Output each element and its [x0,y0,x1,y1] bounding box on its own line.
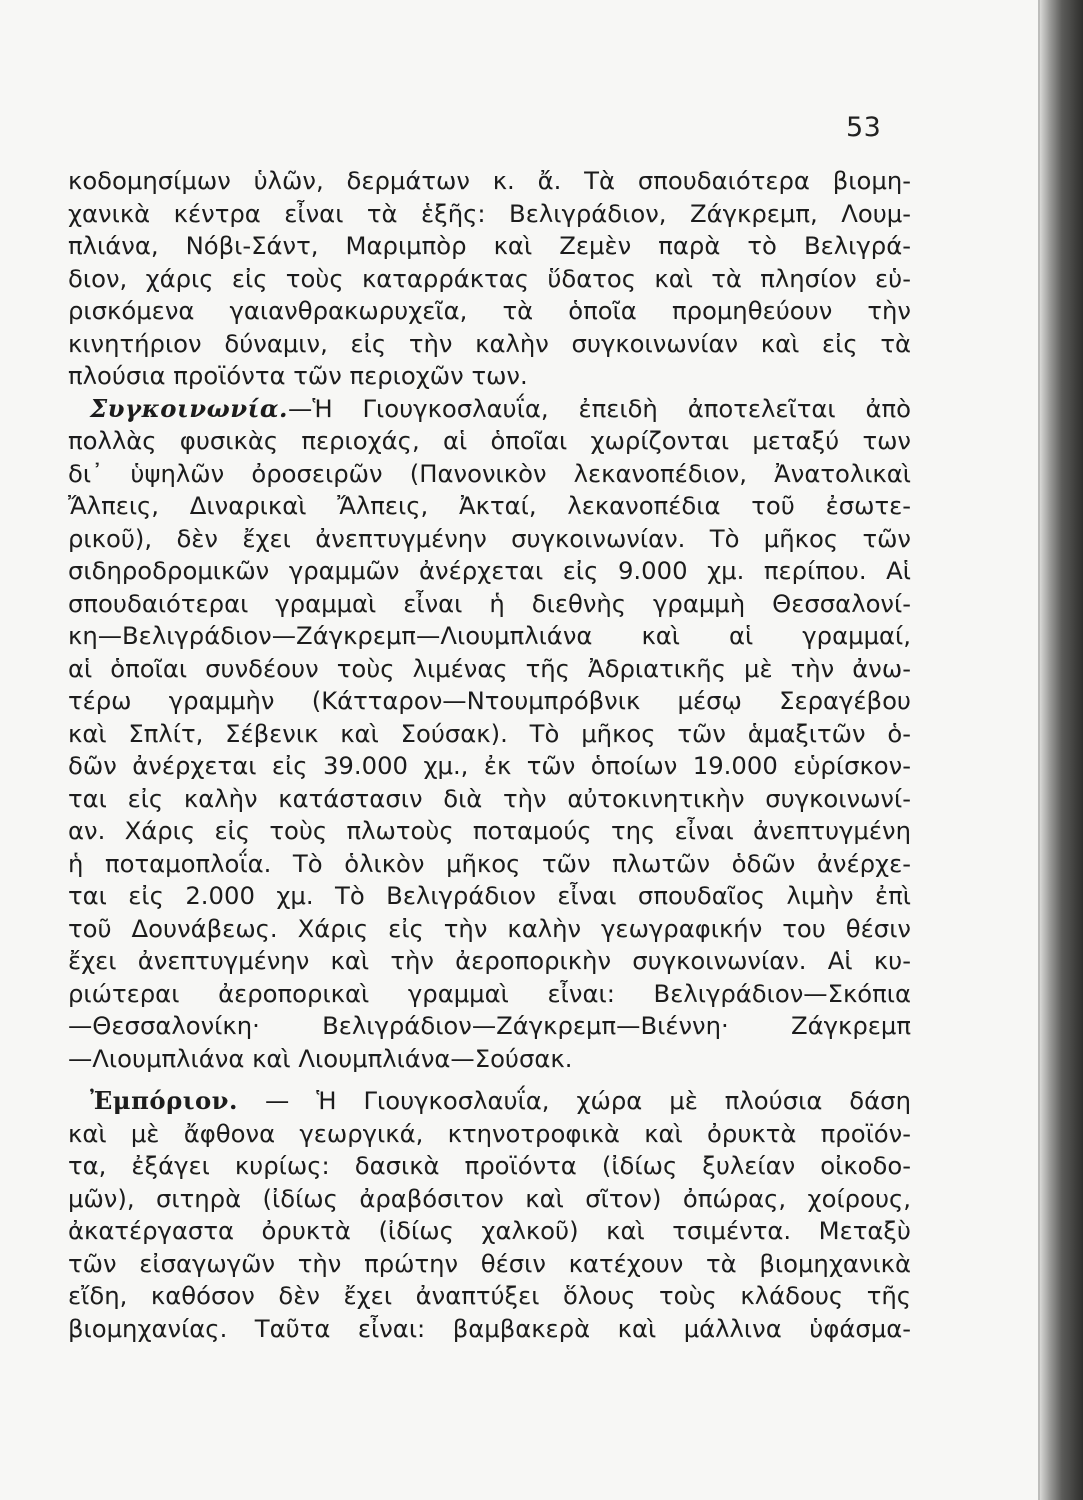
section-heading-trade: Ἐμπόριον. [90,1086,239,1115]
paragraph-first-line [68,393,911,426]
text-line: τα, ἐξάγει κυρίως: δασικὰ προϊόντα (ἰδίως ξυλείαν οἰκοδο- [68,1151,911,1180]
text-line: ται εἰς καλὴν κατάστασιν διὰ τὴν αὐτοκινητικὴν συγκοινωνί- [68,783,911,813]
text-line: —Λιουμπλιάνα καὶ Λιουμπλιάνα—Σούσακ. [68,1043,573,1073]
text-line: τῶν εἰσαγωγῶν τὴν πρώτην θέσιν κατέχουν τὰ βιομηχανικὰ [68,1248,911,1278]
text-line: τέρω γραμμὴν (Κάτταρον—Ντουμπρόβνικ μέσῳ Σεραγέβου [68,686,911,715]
text-line: πλούσια προϊόντα τῶν περιοχῶν των. [68,361,528,390]
text-line: ἀκατέργαστα ὀρυκτὰ (ἰδίως χαλκοῦ) καὶ τσιμέντα. Μεταξὺ [68,1216,911,1245]
text-line: κινητήριον δύναμιν, εἰς τὴν καλὴν συγκοινωνίαν καὶ εἰς τὰ [68,328,911,358]
paragraph-first-line [68,1085,911,1118]
paragraph-communications [68,393,911,1076]
text-line: αν. Χάρις εἰς τοὺς πλωτοὺς ποταμούς της εἶναι ἀνεπτυγμένη [68,816,911,845]
text-line: εἴδη, καθόσον δὲν ἔχει ἀναπτύξει ὅλους τοὺς κλάδους τῆς [68,1281,911,1310]
text-line: Ἄλπεις, Διναρικαὶ Ἄλπεις, Ἀκταί, λεκανοπέδια τοῦ ἐσωτε- [68,491,911,520]
text-line: καὶ Σπλίτ, Σέβενικ καὶ Σούσακ). Τὸ μῆκος τῶν ἁμαξιτῶν ὁ- [68,718,911,748]
text-line: κοδομησίμων ὑλῶν, δερμάτων κ. ἄ. Τὰ σπουδαιότερα βιομη- [68,166,911,195]
paragraph-trade [68,1085,911,1345]
text-line: ρικοῦ), δὲν ἔχει ἀνεπτυγμένην συγκοινωνίαν. Τὸ μῆκος τῶν [68,523,911,553]
text-line: ται εἰς 2.000 χμ. Τὸ Βελιγράδιον εἶναι σπουδαῖος λιμὴν ἐπὶ [68,881,911,910]
text-run: — Ἡ Γιουγκοσλαυΐα, χώρα μὲ πλούσια δάση [238,1086,911,1115]
text-line: χανικὰ κέντρα εἶναι τὰ ἑξῆς: Βελιγράδιον, Ζάγκρεμπ, Λουμ- [68,198,911,228]
section-heading-communications: Συγκοινωνία. [90,393,289,423]
text-line: πολλὰς φυσικὰς περιοχάς, αἱ ὁποῖαι χωρίζονται μεταξύ των [68,426,911,455]
text-line: δῶν ἀνέρχεται εἰς 39.000 χμ., ἐκ τῶν ὁποίων 19.000 εὑρίσκον- [68,751,911,780]
text-line: σιδηροδρομικῶν γραμμῶν ἀνέρχεται εἰς 9.000 χμ. περίπου. Αἱ [68,556,911,585]
page-number: 53 [846,112,882,143]
text-line: κη—Βελιγράδιον—Ζάγκρεμπ—Λιουμπλιάνα καὶ αἱ γραμμαί, [68,621,911,650]
text-line: βιομηχανίας. Ταῦτα εἶναι: βαμβακερὰ καὶ μάλλινα ὑφάσμα- [68,1313,911,1343]
text-line: σπουδαιότεραι γραμμαὶ εἶναι ἡ διεθνὴς γραμμὴ Θεσσαλονί- [68,588,911,618]
text-line: —Θεσσαλονίκη· Βελιγράδιον—Ζάγκρεμπ—Βιέννη· Ζάγκρεμπ [68,1011,911,1040]
text-line: διον, χάρις εἰς τοὺς καταρράκτας ὕδατος καὶ τὰ πλησίον εὑ- [68,263,911,293]
text-line: ριώτεραι ἀεροπορικαὶ γραμμαὶ εἶναι: Βελιγράδιον—Σκόπια [68,978,911,1008]
text-run: —Ἡ Γιουγκοσλαυΐα, ἐπειδὴ ἀποτελεῖται ἀπὸ [288,393,911,423]
text-line: μῶν), σιτηρὰ (ἰδίως ἀραβόσιτον καὶ σῖτον) ὀπώρας, χοίρους, [68,1183,911,1213]
text-line: αἱ ὁποῖαι συνδέουν τοὺς λιμένας τῆς Ἀδριατικῆς μὲ τὴν ἀνω- [68,653,911,683]
text-line: καὶ μὲ ἄφθονα γεωργικά, κτηνοτροφικὰ καὶ ὀρυκτὰ προϊόν- [68,1118,911,1148]
text-line: ἡ ποταμοπλοΐα. Τὸ ὁλικὸν μῆκος τῶν πλωτῶν ὁδῶν ἀνέρχε- [68,848,911,878]
text-line: ρισκόμενα γαιανθρακωρυχεῖα, τὰ ὁποῖα προμηθεύουν τὴν [68,296,911,325]
page-body-text [68,165,911,1345]
text-line: ἔχει ἀνεπτυγμένην καὶ τὴν ἀεροπορικὴν συγκοινωνίαν. Αἱ κυ- [68,946,911,975]
text-line: πλιάνα, Νόβι-Σάντ, Μαριμπὸρ καὶ Ζεμὲν παρὰ τὸ Βελιγρά- [68,231,911,260]
text-line: δι᾿ ὑψηλῶν ὀροσειρῶν (Πανονικὸν λεκανοπέδιον, Ἀνατολικαὶ [68,458,911,488]
paragraph-industry [68,165,911,393]
text-line: τοῦ Δουνάβεως. Χάρις εἰς τὴν καλὴν γεωγραφικήν του θέσιν [68,913,911,943]
page-edge-shadow [1040,0,1083,1500]
paragraph-spacer [68,1075,911,1085]
